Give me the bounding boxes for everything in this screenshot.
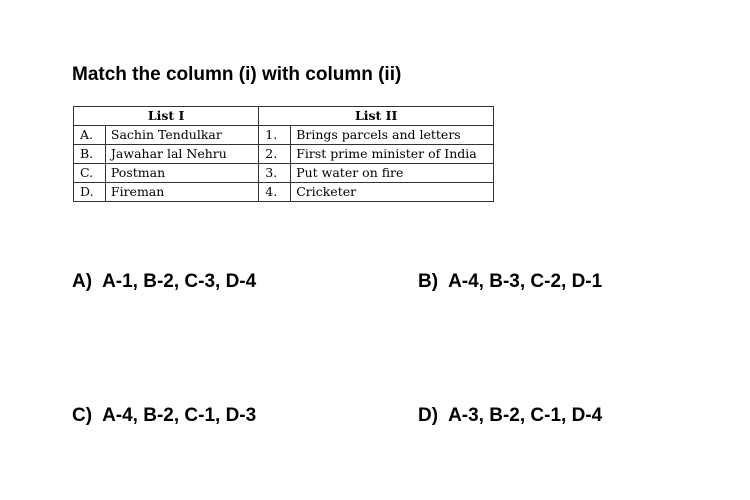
option-b-text: A-4, B-3, C-2, D-1 (448, 271, 603, 292)
option-c[interactable] (72, 405, 256, 427)
option-d[interactable] (418, 405, 602, 427)
list-2-item: Brings parcels and letters (291, 126, 494, 145)
table-row (74, 164, 494, 183)
option-a-letter: A) (72, 271, 93, 292)
list-1-key: A. (74, 126, 106, 145)
list-1-key: B. (74, 145, 106, 164)
table-header-row (74, 107, 494, 126)
option-a-text: A-1, B-2, C-3, D-4 (102, 271, 257, 292)
table-row (74, 126, 494, 145)
list-1-item: Sachin Tendulkar (105, 126, 258, 145)
option-d-text: A-3, B-2, C-1, D-4 (448, 405, 603, 426)
list-2-item: Cricketer (291, 183, 494, 202)
option-a[interactable] (72, 271, 256, 293)
header-list-2: List II (259, 107, 494, 126)
option-c-letter: C) (72, 405, 93, 426)
list-2-item: First prime minister of India (291, 145, 494, 164)
option-d-letter: D) (418, 405, 439, 426)
header-list-1: List I (74, 107, 259, 126)
list-1-item: Jawahar lal Nehru (105, 145, 258, 164)
list-2-key: 1. (259, 126, 291, 145)
option-b-letter: B) (418, 271, 439, 292)
question-text: Match the column (i) with column (ii) (72, 64, 402, 85)
table-row (74, 145, 494, 164)
option-b[interactable] (418, 271, 602, 293)
list-1-key: D. (74, 183, 106, 202)
list-1-item: Fireman (105, 183, 258, 202)
list-2-key: 3. (259, 164, 291, 183)
list-2-key: 4. (259, 183, 291, 202)
list-2-key: 2. (259, 145, 291, 164)
list-2-item: Put water on fire (291, 164, 494, 183)
table-row (74, 183, 494, 202)
list-1-item: Postman (105, 164, 258, 183)
option-c-text: A-4, B-2, C-1, D-3 (102, 405, 257, 426)
list-1-key: C. (74, 164, 106, 183)
match-table (73, 106, 494, 202)
